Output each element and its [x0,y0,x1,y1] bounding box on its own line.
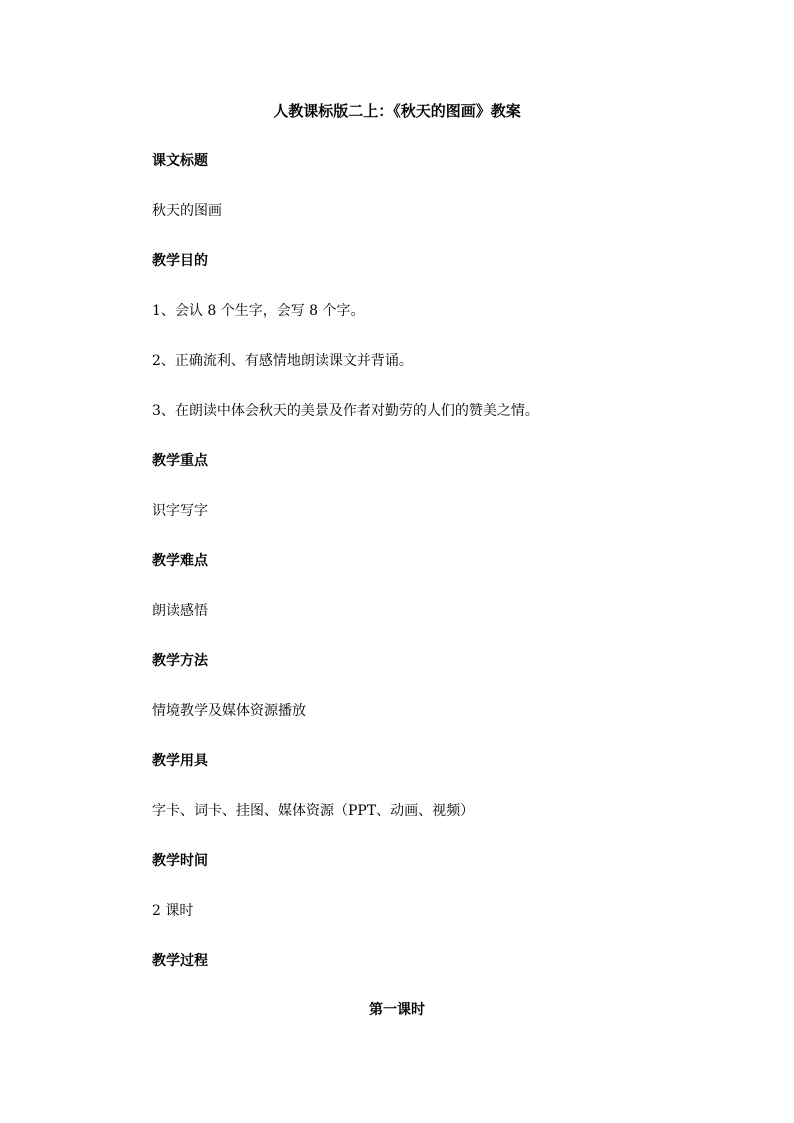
objective-item-1: 1、会认 8 个生字，会写 8 个字。 [152,303,365,319]
document-body [152,150,672,1000]
section-heading-key-points: 教学重点 [152,453,208,469]
objective-item-3: 3、在朗读中体会秋天的美景及作者对勤劳的人们的赞美之情。 [152,403,539,419]
document-title: 人教课标版二上：《秋天的图画》教案 [273,102,521,120]
section-heading-objectives: 教学目的 [152,253,208,269]
section-heading-process: 教学过程 [152,953,208,969]
methods-text: 情境教学及媒体资源播放 [152,703,306,719]
section-heading-methods: 教学方法 [152,653,208,669]
section-heading-time: 教学时间 [152,853,208,869]
section-heading-materials: 教学用具 [152,753,208,769]
subsection-title-first-lesson: 第一课时 [369,1002,425,1018]
key-points-text: 识字写字 [152,503,208,519]
materials-text: 字卡、词卡、挂图、媒体资源（PPT、动画、视频） [152,803,475,819]
lesson-title-text: 秋天的图画 [152,203,222,219]
objective-item-2: 2、正确流利、有感情地朗读课文并背诵。 [152,353,413,369]
section-heading-difficulties: 教学难点 [152,553,208,569]
section-heading-lesson-title: 课文标题 [152,153,208,169]
time-text: 2 课时 [152,903,194,919]
difficulties-text: 朗读感悟 [152,603,208,619]
